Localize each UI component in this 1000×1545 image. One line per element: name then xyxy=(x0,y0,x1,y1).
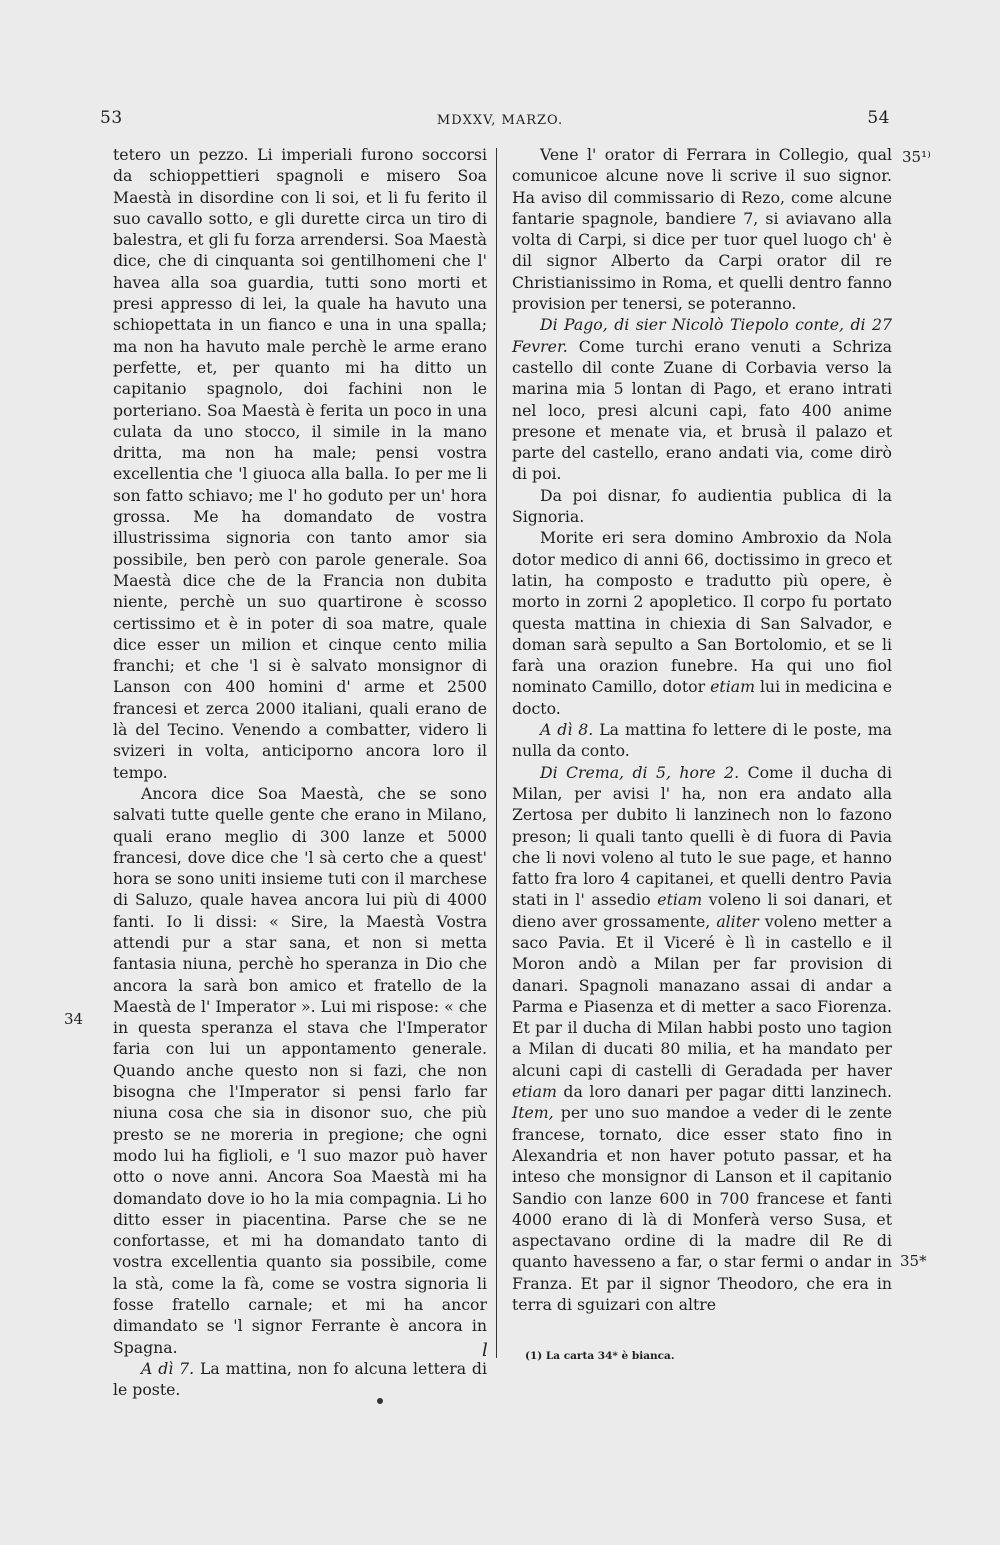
margin-note-carta-35-verso: 35* xyxy=(900,1252,927,1270)
running-title: MDXXV, MARZO. xyxy=(436,113,564,128)
signature-mark: l xyxy=(482,1340,488,1361)
paragraph: A dì 7. La mattina, non fo alcuna lettera di le poste. xyxy=(113,1358,487,1400)
paragraph: A dì 8. La mattina fo lettere di le poste, ma nulla da conto. xyxy=(512,720,892,761)
ink-dot xyxy=(377,1398,383,1404)
right-column xyxy=(512,144,892,1315)
column-divider xyxy=(496,148,497,1358)
margin-note-carta-34: 34 xyxy=(64,1010,84,1028)
paragraph: Di Pago, di sier Nicolò Tiepolo conte, di 27 Fevrer. Come turchi erano venuti a Schriza castello dil conte Zuane di Corbavia verso la marina mia 5 lontan di Pago, et erano intrati nel loco, presi alcuni capi, fato 400 anime presone et menate via, et brusà il palazo et parte del castello, erano andati via, come dirò di poi. xyxy=(512,315,892,484)
paragraph: tetero un pezzo. Li imperiali furono soccorsi da schioppettieri spagnoli e misero Soa Maestà in disordine con li soi, et li fu ferito il suo cavallo sotto, e gli durette circa un tiro di balestra, et gli fu forza arrendersi. Soa Maestà dice, che di cinquanta soi gentilhomeni che l' havea alla soa guardia, tutti sono morti et presi appresso di lei, la quale ha havuto una schiopettata in un fianco e una in una spalla; ma non ha havuto male perchè le arme erano perfette, et, per quanto mi ha ditto un capitanio spagnolo, doi fachini non le porteriano. Soa Maestà è ferita un poco in una culata da uno stocco, il simile in la mano dritta, ma non ha male; pensi vostra excellentia che 'l giuoca alla balla. Io per me li son fatto schiavo; me l' ho goduto per un' hora grossa. Me ha domandato de vostra illustrissima signoria con tanto amor sia possibile, ben però con parole generale. Soa Maestà dice che de la Francia non dubita niente, perchè un suo quartirone è scosso certissimo et è in poter di soa matre, quale dice esser un milion et cinque cento milia franchi; et che 'l si è salvato monsignor di Lanson con 400 homini d' arme et 2500 francesi et zerca 2000 italiani, quali erano de là del Tecino. Venendo a combatter, videro li svizeri in volta, anticiporno ancora loro il tempo. xyxy=(113,145,487,782)
left-column xyxy=(113,144,487,1401)
paragraph: Ancora dice Soa Maestà, che se sono salvati tutte quelle gente che erano in Milano, quali erano meglio di 300 lanze et 5000 francesi, dove dice che 'l sà certo che a quest' hora se sono uniti insieme tuti con il marchese di Saluzo, quale havea ancora lui più di 4000 fanti. Io li dissi: « Sire, la Maestà Vostra attendi pur a star sana, et non si metta fantasia niuna, perchè ho speranza in Dio che ancora la sarà bon amico et fratello de la Maestà de l' Imperator ». Lui mi rispose: « che in questa speranza el stava che l'Imperator faria con lui un appontamento generale. Quando anche questo non si fazi, che non bisogna che l'Imperator si pensi farlo far niuna cosa che sia in disonor suo, che più presto se ne moreria in pregione; che ogni modo lui ha figlioli, e 'l suo mazor può haver otto o nove anni. Ancora Soa Maestà mi ha domandato dove io ho la mia compagnia. Li ho ditto esser in piacentina. Parse che se ne confortasse, et mi ha domandato tanto di vostra excellentia quanto sia possibile, come la stà, come la fà, come se vostra signoria li fosse fratello carnale; et mi ha ancor dimandato se 'l signor Ferrante è ancora in Spagna. xyxy=(113,783,487,1357)
paragraph: Vene l' orator di Ferrara in Collegio, qual comunicoe alcune nove li scrive il suo signor. Ha aviso dil commissario di Rezo, come alcune fantarie spagnole, bandiere 7, si aviavano alla volta di Carpi, si dice per tuor quel luogo ch' è dil signor Alberto da Carpi orator dil re Christianissimo in Roma, et quelli dentro fanno provision per tenersi, se poteranno. xyxy=(512,145,892,314)
paragraph: Morite eri sera domino Ambroxio da Nola dotor medico di anni 66, doctissimo in greco et latin, ha composto e tradutto più opere, è morto in zorni 2 apopletico. Il corpo fu portato questa mattina in chiexia di San Salvador, e doman sarà sepulto a San Bortolomio, et se li farà una orazion funebre. Ha qui uno fiol nominato Camillo, dotor etiam lui in medicina e docto. xyxy=(512,528,892,718)
page-number-right: 54 xyxy=(867,108,890,128)
footnote: (1) La carta 34* è bianca. xyxy=(525,1350,675,1362)
dispatch-heading: Di Crema, di 5, hore 2. xyxy=(540,762,740,782)
date-heading: A dì 7. xyxy=(141,1358,195,1378)
page-number-left: 53 xyxy=(100,108,123,128)
date-heading: A dì 8. xyxy=(540,720,594,740)
paragraph: Di Crema, di 5, hore 2. Come il ducha di Milan, per avisi l' ha, non era andato alla Zertosa per dubito li lanzinech non lo fazono preson; li quali tanto quelli è di fuora di Pavia che li novi voleno al tuto le sue page, et hanno fatto fra loro 4 capitanei, et quelli dentro Pavia stati in l' assedio etiam voleno li soi danari, et dieno aver grossamente, aliter voleno metter a saco Pavia. Et il Viceré è lì in castello e il Moron andò a Milan per far provision di danari. Spagnoli manazano assai di andar a Parma e Piasenza et di metter a saco Fiorenza. Et par il ducha di Milan habbi posto uno tagion a Milan di ducati 80 milia, et ha mandato per alcuni capi di castelli di Geradada per haver etiam da loro danari per pagar ditti lanzinech. Item, per uno suo mandoe a veder di le zente francese, tornato, dice esser stato fino in Alexandria et non haver potuto passar, et ha inteso che monsignor di Lanson et il capitanio Sandio con lanze 600 in 700 francese et fanti 4000 erano di là di Monferà verso Susa, et aspectavano ordine di la madre dil Re di quanto havesseno a far, o star fermi o andar in Franza. Et par il signor Theodoro, che era in terra di sguizari con altre xyxy=(512,762,892,1315)
paragraph: Da poi disnar, fo audientia publica di la Signoria. xyxy=(512,485,892,527)
margin-note-carta-35: 35¹⁾ xyxy=(902,148,931,166)
dispatch-heading: Di Pago, di sier Nicolò Tiepolo conte, di 27 Fevrer. xyxy=(512,315,892,356)
